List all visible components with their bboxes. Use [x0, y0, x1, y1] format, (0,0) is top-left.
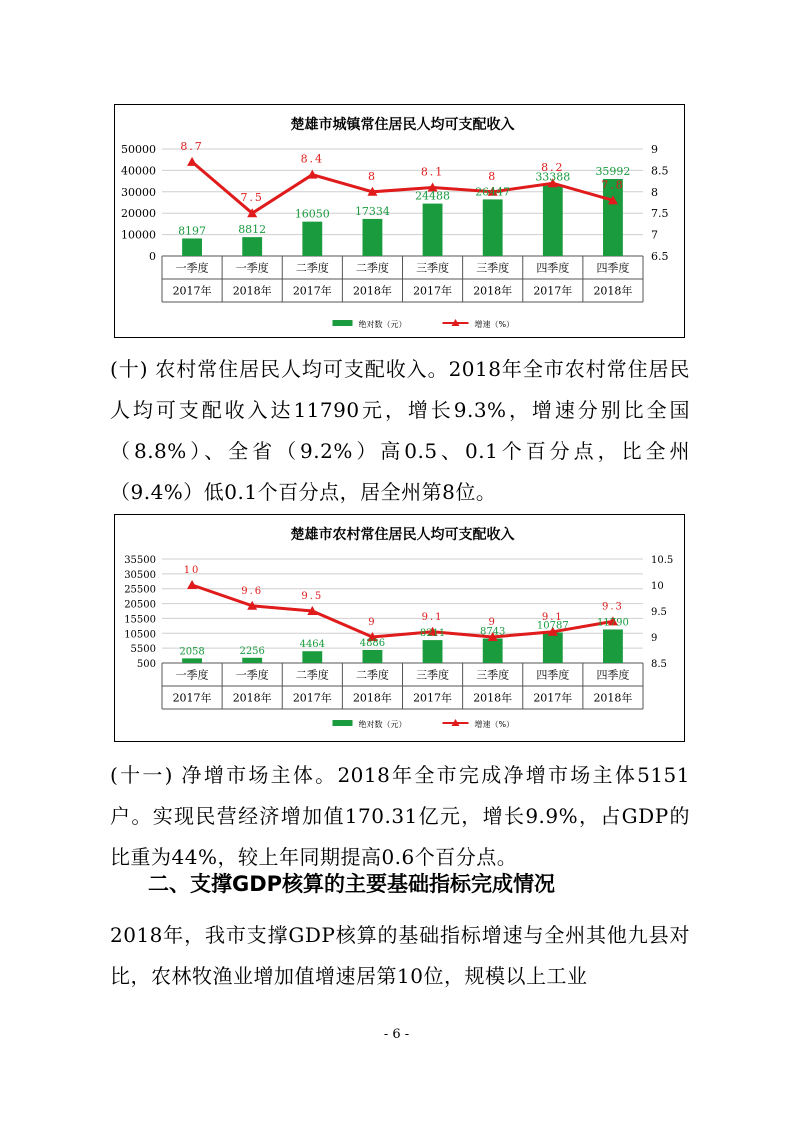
category-quarter-label: 二季度 — [295, 261, 329, 275]
line-data-label: 9 — [368, 617, 377, 628]
line-data-label: 9.5 — [301, 591, 324, 602]
bar-data-label: 2256 — [239, 645, 265, 657]
bar-data-label: 8197 — [178, 224, 207, 238]
right-axis-tick-label: 7.5 — [651, 207, 669, 221]
category-quarter-label: 三季度 — [476, 261, 510, 275]
income-bar — [302, 222, 322, 256]
category-year-label: 2018年 — [593, 284, 633, 298]
category-year-label: 2017年 — [292, 691, 332, 705]
rural-income-paragraph: (十) 农村常住居民人均可支配收入。2018年全市农村常住居民人均可支配收入达11790元，增长9.3%，增速分别比全国（8.8%）、全省（9.2%）高0.5、0.1个百分点，比全州（9.4%）低0.1个百分点，居全州第8位。 — [110, 357, 690, 504]
income-bar — [603, 629, 623, 663]
income-bar — [423, 204, 443, 256]
right-axis-tick-label: 8.5 — [651, 164, 669, 178]
left-axis-tick-label: 10500 — [124, 629, 156, 641]
line-data-label: 8.2 — [541, 161, 565, 175]
left-axis-tick-label: 5500 — [130, 644, 156, 656]
left-axis-tick-label: 30500 — [124, 569, 156, 581]
bar-data-label: 26447 — [475, 185, 511, 199]
bar-data-label: 11790 — [597, 617, 629, 629]
category-year-label: 2017年 — [533, 691, 573, 705]
chart-title: 楚雄市城镇常住居民人均可支配收入 — [290, 117, 515, 133]
right-axis-tick-label: 10 — [651, 581, 664, 592]
category-year-label: 2017年 — [292, 284, 332, 298]
left-axis-tick-label: 50000 — [121, 143, 156, 156]
category-quarter-label: 四季度 — [596, 668, 630, 682]
category-year-label: 2018年 — [473, 284, 513, 298]
right-axis-tick-label: 9 — [651, 633, 658, 644]
line-data-label: 9.6 — [241, 585, 264, 597]
category-year-label: 2017年 — [533, 284, 573, 298]
bar-data-label: 2058 — [179, 646, 205, 658]
category-year-label: 2018年 — [352, 691, 392, 705]
category-year-label: 2018年 — [232, 284, 272, 298]
line-data-label: 9 — [488, 617, 497, 628]
bar-data-label: 10787 — [536, 620, 569, 632]
legend-bar-label: 绝对数（元） — [358, 320, 407, 329]
right-axis-tick-label: 6.5 — [651, 250, 669, 263]
line-data-label: 10 — [183, 565, 201, 576]
category-year-label: 2017年 — [172, 284, 212, 298]
category-quarter-label: 一季度 — [235, 261, 269, 275]
left-axis-tick-label: 10000 — [121, 228, 156, 242]
right-axis-tick-label: 8.5 — [651, 659, 667, 670]
left-axis-tick-label: 30000 — [121, 185, 156, 199]
right-axis-tick-label: 8 — [651, 185, 658, 199]
income-bar — [543, 632, 563, 663]
bar-data-label: 33388 — [535, 170, 571, 184]
category-year-label: 2017年 — [413, 284, 453, 298]
bar-data-label: 17334 — [354, 204, 390, 218]
line-data-label: 8.1 — [420, 165, 445, 179]
category-year-label: 2017年 — [413, 691, 453, 705]
bar-data-label: 8211 — [419, 628, 446, 640]
section-heading-gdp-indicators: 二、支撑GDP核算的主要基础指标完成情况 — [148, 872, 556, 896]
growth-rate-point — [187, 580, 197, 589]
income-bar — [543, 185, 563, 256]
bar-data-label: 8743 — [479, 626, 506, 638]
line-data-label: 9.1 — [421, 611, 444, 623]
line-data-label: 7.8 — [601, 178, 625, 192]
income-bar — [182, 658, 202, 663]
right-axis-tick-label: 7 — [651, 228, 658, 242]
legend-bar-label: 绝对数（元） — [358, 720, 407, 729]
category-year-label: 2017年 — [172, 691, 212, 705]
chart-title: 楚雄市农村常住居民人均可支配收入 — [290, 527, 515, 543]
line-data-label: 7.5 — [240, 191, 264, 205]
category-quarter-label: 一季度 — [175, 668, 209, 682]
category-year-label: 2018年 — [352, 284, 392, 298]
legend-bar-swatch — [333, 320, 353, 326]
income-bar — [483, 639, 503, 663]
bar-data-label: 4886 — [359, 637, 386, 649]
line-data-label: 9.1 — [541, 611, 564, 623]
left-axis-tick-label: 15500 — [124, 614, 156, 626]
line-data-label: 8.7 — [180, 139, 204, 153]
legend-bar-swatch — [333, 720, 353, 726]
market-entities-paragraph: (十一) 净增市场主体。2018年全市完成净增市场主体5151户。实现民营经济增加值170.31亿元，增长9.9%，占GDP的比重为44%，较上年同期提高0.6个百分点。 — [110, 763, 690, 869]
line-data-label: 8 — [488, 169, 498, 183]
line-data-label: 9.3 — [601, 601, 624, 613]
rural-income-chart — [114, 514, 685, 742]
category-quarter-label: 二季度 — [355, 668, 389, 682]
category-year-label: 2018年 — [473, 691, 513, 705]
bar-data-label: 16050 — [294, 207, 330, 221]
urban-income-chart-svg — [115, 105, 684, 337]
category-quarter-label: 一季度 — [235, 668, 269, 682]
left-axis-tick-label: 25500 — [124, 584, 156, 596]
category-quarter-label: 一季度 — [175, 261, 209, 275]
left-axis-tick-label: 35500 — [124, 555, 156, 566]
category-quarter-label: 四季度 — [536, 261, 570, 275]
bar-data-label: 24488 — [415, 189, 451, 203]
legend-line-label: 增速（%） — [474, 320, 515, 329]
category-quarter-label: 四季度 — [596, 261, 630, 275]
income-bar — [182, 238, 202, 256]
income-bar — [242, 658, 262, 663]
right-axis-tick-label: 9.5 — [651, 607, 667, 618]
gdp-indicators-paragraph: 2018年，我市支撑GDP核算的基础指标增速与全州其他九县对比，农林牧渔业增加值增速居第10位，规模以上工业 — [110, 923, 690, 988]
category-year-label: 2018年 — [593, 691, 633, 705]
right-axis-tick-label: 10.5 — [651, 555, 674, 566]
left-axis-tick-label: 20000 — [121, 207, 156, 221]
left-axis-tick-label: 20500 — [124, 599, 156, 611]
income-bar — [363, 219, 383, 256]
line-data-label: 8 — [367, 169, 377, 183]
category-quarter-label: 二季度 — [295, 668, 329, 682]
category-quarter-label: 四季度 — [536, 668, 570, 682]
left-axis-tick-label: 500 — [136, 659, 156, 670]
income-bar — [302, 651, 322, 663]
income-bar — [242, 237, 262, 256]
left-axis-tick-label: 40000 — [121, 164, 156, 178]
legend-line-label: 增速（%） — [474, 720, 515, 729]
urban-income-chart — [114, 104, 685, 338]
income-bar — [423, 640, 443, 663]
line-data-label: 8.4 — [300, 152, 325, 166]
category-quarter-label: 三季度 — [416, 261, 450, 275]
category-quarter-label: 三季度 — [416, 668, 450, 682]
rural-income-chart-svg — [115, 515, 684, 741]
growth-rate-point — [187, 157, 197, 166]
category-quarter-label: 三季度 — [476, 668, 510, 682]
income-bar — [483, 199, 503, 256]
category-quarter-label: 二季度 — [355, 261, 389, 275]
page-number: - 6 - — [383, 1027, 410, 1042]
bar-data-label: 35992 — [595, 164, 631, 178]
bar-data-label: 4464 — [299, 639, 326, 651]
bar-data-label: 8812 — [238, 223, 267, 237]
left-axis-tick-label: 0 — [149, 250, 156, 263]
category-year-label: 2018年 — [232, 691, 272, 705]
income-bar — [363, 650, 383, 663]
right-axis-tick-label: 9 — [651, 143, 658, 156]
